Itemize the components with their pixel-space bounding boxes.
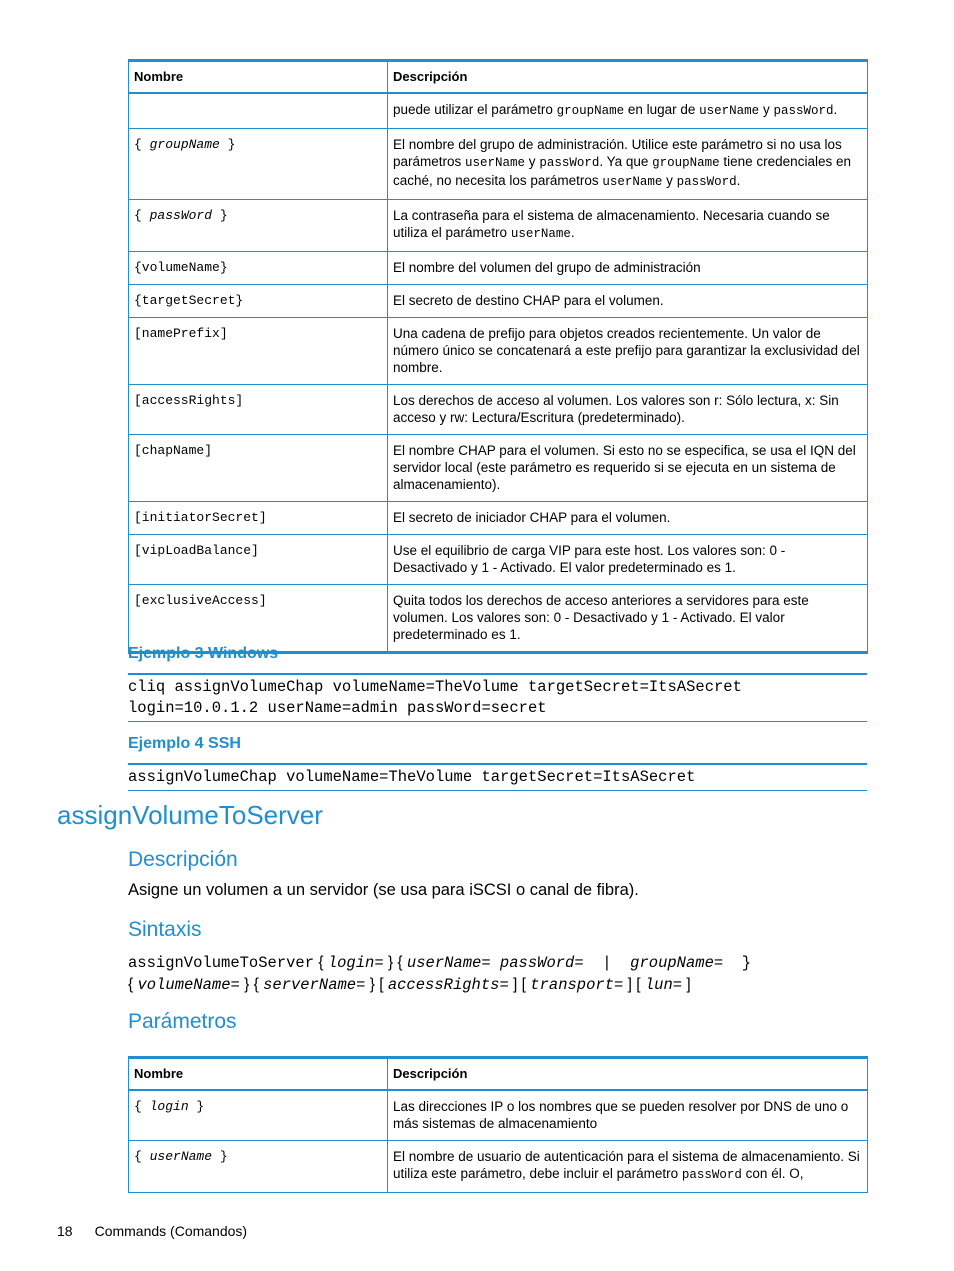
parameter-description: Una cadena de prefijo para objetos creados recientemente. Un valor de número único se concatenará a este prefijo para garantizar la exclusividad del nombre. xyxy=(388,317,868,384)
column-header-description: Descripción xyxy=(388,1058,868,1090)
table-row xyxy=(129,1090,868,1141)
table-row xyxy=(129,128,868,199)
description-text: Asigne un volumen a un servidor (se usa para iSCSI o canal de fibra). xyxy=(128,881,639,899)
parameters-table-chap xyxy=(128,59,868,654)
page-footer xyxy=(57,1223,247,1239)
syntax-token: } xyxy=(723,954,752,972)
page-number: 18 xyxy=(57,1223,73,1239)
syntax-token: ] xyxy=(682,976,691,993)
syntax-token: } { xyxy=(239,976,264,993)
parameter-name: [exclusiveAccess] xyxy=(129,584,388,652)
description-heading: Descripción xyxy=(128,848,238,871)
syntax-line-2 xyxy=(128,974,867,996)
parameters-heading: Parámetros xyxy=(128,1010,237,1033)
syntax-token: } { xyxy=(383,954,407,971)
parameter-name: { login } xyxy=(129,1090,388,1141)
example-3-title: Ejemplo 3 Windows xyxy=(128,645,279,662)
parameter-name: [chapName] xyxy=(129,434,388,501)
chapter-name: Commands (Comandos) xyxy=(94,1223,248,1239)
syntax-heading: Sintaxis xyxy=(128,918,202,941)
parameter-name: {targetSecret} xyxy=(129,284,388,317)
parameter-name: [namePrefix] xyxy=(129,317,388,384)
parameters-table-server xyxy=(128,1056,868,1193)
parameter-description: El nombre del volumen del grupo de administración xyxy=(388,251,868,284)
example-4-title: Ejemplo 4 SSH xyxy=(128,735,241,752)
syntax-line-1 xyxy=(128,952,867,974)
syntax-token: assignVolumeToServer xyxy=(128,954,315,972)
command-title: assignVolumeToServer xyxy=(57,800,323,830)
syntax-token: ] [ xyxy=(623,976,645,993)
parameter-description: El nombre del grupo de administración. Utilice este parámetro si no usa los parámetros userName y passWord. Ya que groupName tiene credenciales en caché, no necesita los parámetros userName y passWord. xyxy=(388,128,868,199)
parameter-description: Quita todos los derechos de acceso anteriores a servidores para este volumen. Los valores son: 0 - Desactivado y 1 - Activado. El valor predeterminado es 1. xyxy=(388,584,868,652)
column-header-name: Nombre xyxy=(129,61,388,93)
column-header-name: Nombre xyxy=(129,1058,388,1090)
parameter-name xyxy=(129,93,388,129)
parameter-name: [initiatorSecret] xyxy=(129,501,388,534)
syntax-token: ] [ xyxy=(508,976,531,993)
example-3-code: cliq assignVolumeChap volumeName=TheVolume targetSecret=ItsASecret login=10.0.1.2 userName=admin passWord=secret xyxy=(128,673,867,722)
parameter-description: El secreto de iniciador CHAP para el volumen. xyxy=(388,501,868,534)
parameter-description: La contraseña para el sistema de almacenamiento. Necesaria cuando se utiliza el parámetro userName. xyxy=(388,199,868,251)
syntax-token: accessRights= xyxy=(387,976,509,994)
syntax-token: userName= passWord= xyxy=(406,954,584,972)
parameter-name: { groupName } xyxy=(129,128,388,199)
table-row xyxy=(129,534,868,584)
table-row xyxy=(129,384,868,434)
syntax-token: lun= xyxy=(644,976,683,994)
column-header-description: Descripción xyxy=(388,61,868,93)
table-row xyxy=(129,93,868,129)
syntax-token: groupName= xyxy=(630,954,724,972)
parameter-name: {volumeName} xyxy=(129,251,388,284)
table-row xyxy=(129,434,868,501)
table-row xyxy=(129,584,868,652)
parameter-description: Las direcciones IP o los nombres que se pueden resolver por DNS de uno o más sistemas de almacenamiento xyxy=(388,1090,868,1141)
parameter-name: [accessRights] xyxy=(129,384,388,434)
syntax-token: } [ xyxy=(365,976,388,993)
table-body xyxy=(129,1090,868,1193)
parameter-name: { passWord } xyxy=(129,199,388,251)
table-row xyxy=(129,284,868,317)
table-row xyxy=(129,501,868,534)
syntax-token: volumeName= xyxy=(137,976,240,994)
syntax-token: { xyxy=(128,976,138,993)
table-row xyxy=(129,1140,868,1192)
parameter-description: Use el equilibrio de carga VIP para este host. Los valores son: 0 - Desactivado y 1 - Activado. El valor predeterminado es 1. xyxy=(388,534,868,584)
table-row xyxy=(129,199,868,251)
example-4-code: assignVolumeChap volumeName=TheVolume targetSecret=ItsASecret xyxy=(128,763,867,791)
syntax-token: login= xyxy=(327,954,384,972)
syntax-token: transport= xyxy=(530,976,624,994)
parameter-description: puede utilizar el parámetro groupName en lugar de userName y passWord. xyxy=(388,93,868,129)
table-row xyxy=(129,251,868,284)
syntax-token: serverName= xyxy=(263,976,366,994)
parameter-description: Los derechos de acceso al volumen. Los valores son r: Sólo lectura, x: Sin acceso y rw: Lectura/Escritura (predeterminado). xyxy=(388,384,868,434)
parameter-description: El secreto de destino CHAP para el volumen. xyxy=(388,284,868,317)
table-header-row xyxy=(129,1058,868,1090)
parameter-name: { userName } xyxy=(129,1140,388,1192)
syntax-token: { xyxy=(314,954,328,971)
table-header-row xyxy=(129,61,868,93)
table-body xyxy=(129,93,868,653)
parameter-description: El nombre de usuario de autenticación para el sistema de almacenamiento. Si utiliza este parámetro, debe incluir el parámetro passWord con él. O, xyxy=(388,1140,868,1192)
table-row xyxy=(129,317,868,384)
syntax-token: | xyxy=(583,954,631,972)
parameter-description: El nombre CHAP para el volumen. Si esto no se especifica, se usa el IQN del servidor local (este parámetro es requerido si se ejecuta en un sistema de almacenamiento). xyxy=(388,434,868,501)
parameter-name: [vipLoadBalance] xyxy=(129,534,388,584)
